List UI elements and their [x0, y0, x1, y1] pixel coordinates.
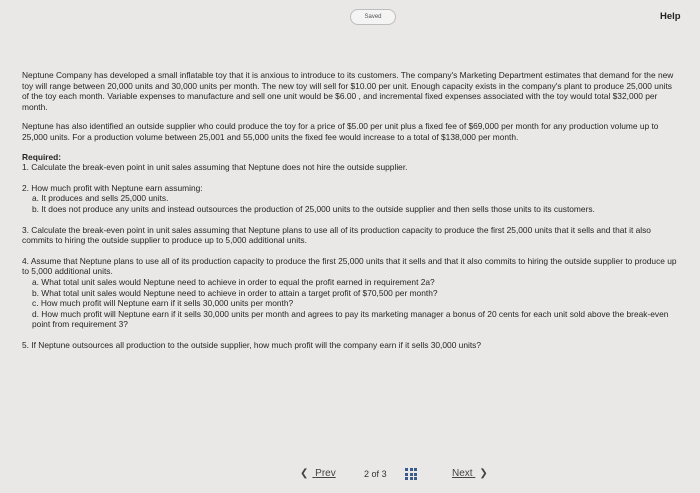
page-of: of: [371, 469, 380, 479]
problem-content: [22, 70, 680, 350]
page-indicator: [364, 469, 387, 479]
question-2a: a. It produces and sells 25,000 units.: [32, 193, 169, 204]
prev-label: Prev: [315, 468, 336, 479]
next-button[interactable]: [452, 468, 492, 479]
page-current: 2: [364, 469, 370, 479]
question-3: [22, 225, 680, 246]
question-4a: a. What total unit sales would Neptune need to achieve in order to equal the profit earned in requirement 2a?: [32, 276, 435, 287]
pagination-footer: [0, 466, 700, 493]
question-4b: b. What total unit sales would Neptune need to achieve in order to attain a target profit of $70,500 per month?: [32, 287, 438, 298]
question-2b: b. It does not produce any units and instead outsources the production of 25,000 units to the outside supplier and then sells those units to its customers.: [32, 203, 595, 214]
question-1: 1. Calculate the break-even point in unit sales assuming that Neptune does not hire the outside supplier.: [22, 162, 408, 173]
required-heading: Required:: [22, 151, 62, 162]
question-5-text: 5. If Neptune outsources all production to the outside supplier, how much profit will the company earn if it sells 30,000 units?: [22, 339, 482, 350]
page-total: 3: [381, 469, 387, 479]
question-4d: d. How much profit will Neptune earn if it sells 30,000 units per month and agrees to pay its marketing manager a bonus of 20 cents for each unit sold above the break-even point from requirement 3?: [32, 308, 669, 330]
chevron-right-icon: ❯: [479, 468, 488, 479]
saved-status-badge: Saved: [350, 9, 396, 25]
question-4: [22, 256, 680, 330]
grid-icon[interactable]: [405, 468, 417, 480]
question-4-text: 4. Assume that Neptune plans to use all of its production capacity to produce the first 25,000 units that it sells and that it also commits to hiring the outside supplier to produce up to 5,000 additional units.: [22, 255, 677, 277]
question-2: [22, 183, 680, 215]
help-link[interactable]: Help: [660, 11, 681, 22]
question-2-text: 2. How much profit with Neptune earn assuming:: [22, 182, 203, 193]
problem-intro-paragraph: Neptune Company has developed a small inflatable toy that it is anxious to introduce to its customers. The company's Marketing Department estimates that demand for the new toy will range between 20,000 units and 30,000 units per month. The new toy will sell for $10.00 per unit. Enough capacity exists in the company's plant to produce 25,000 units of the toy each month. Variable expenses to manufacture and sell one unit would be $6.00 , and incremental fixed expenses associated with the toy would total $32,000 per month.: [22, 70, 674, 112]
question-4c: c. How much profit will Neptune earn if it sells 30,000 units per month?: [32, 298, 294, 309]
supplier-paragraph: Neptune has also identified an outside supplier who could produce the toy for a price of $5.00 per unit plus a fixed fee of $69,000 per month for any production volume up to 25,000 units. For a production volume between 25,001 and 55,000 units the fixed fee would increase to a total of $138,000 per month.: [22, 121, 659, 142]
question-3-text: 3. Calculate the break-even point in unit sales assuming that Neptune plans to use all of its production capacity to produce the first 25,000 units that it sells and that it also commits to hiring the outside supplier to produce up to 5,000 additional units.: [22, 224, 651, 246]
top-bar: [0, 0, 700, 36]
next-label: Next: [452, 468, 473, 479]
question-5: [22, 340, 680, 351]
prev-button[interactable]: [296, 468, 336, 479]
chevron-left-icon: ❮: [300, 468, 309, 479]
